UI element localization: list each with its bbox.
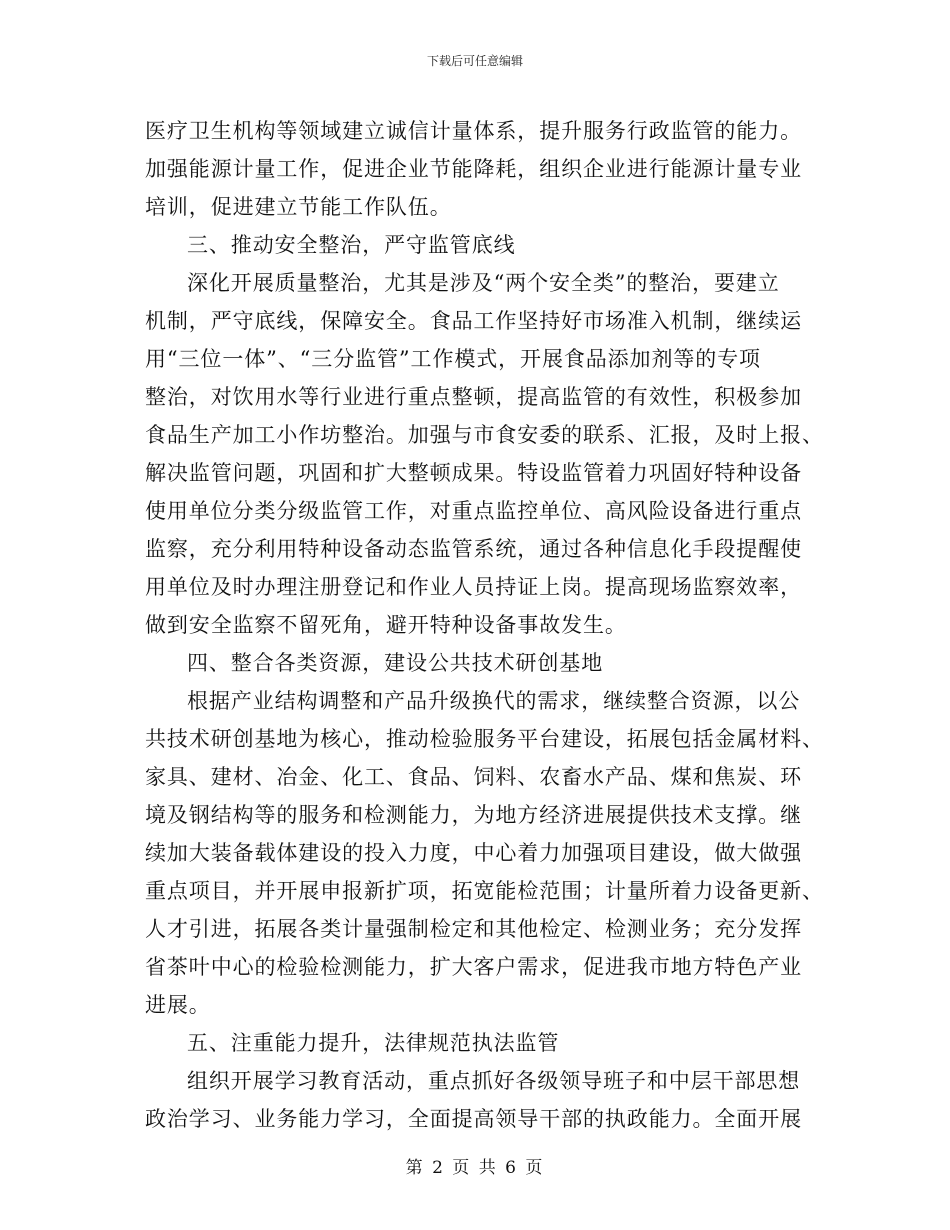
- text-line: 根据产业结构调整和产品升级换代的需求，继续整合资源，以公: [187, 689, 801, 713]
- text-line: 做到安全监察不留死角，避开特种设备事故发生。: [145, 613, 627, 637]
- text-line: 深化开展质量整治，尤其是涉及“两个安全类”的整治，要建立: [187, 271, 780, 295]
- section-heading: 五、注重能力提升，法律规范执法监管: [187, 1031, 560, 1055]
- text-line: 重点项目，并开展申报新扩项，拓宽能检范围；计量所着力设备更新、: [145, 879, 824, 903]
- text-line: 医疗卫生机构等领域建立诚信计量体系，提升服务行政监管的能力。: [145, 119, 802, 143]
- text-line: 使用单位分类分级监管工作，对重点监控单位、高风险设备进行重点: [145, 499, 802, 523]
- text-line: 境及钢结构等的服务和检测能力，为地方经济进展提供技术支撑。继: [145, 803, 802, 827]
- page-footer: 第 2 页 共 6 页: [405, 1158, 545, 1178]
- text-line: 整治，对饮用水等行业进行重点整顿，提高监管的有效性，积极参加: [145, 385, 802, 409]
- text-line: 共技术研创基地为核心，推动检验服务平台建设，拓展包括金属材料、: [145, 727, 824, 751]
- text-line: 培训，促进建立节能工作队伍。: [145, 195, 452, 219]
- text-line: 食品生产加工小作坊整治。加强与市食安委的联系、汇报，及时上报、: [145, 423, 824, 447]
- text-line: 用单位及时办理注册登记和作业人员持证上岗。提高现场监察效率，: [145, 575, 802, 599]
- text-line: 家具、建材、冶金、化工、食品、饲料、农畜水产品、煤和焦炭、环: [145, 765, 802, 789]
- text-line: 加强能源计量工作，促进企业节能降耗，组织企业进行能源计量专业: [145, 157, 802, 181]
- section-heading: 三、推动安全整治，严守监管底线: [187, 233, 516, 257]
- section-heading: 四、整合各类资源，建设公共技术研创基地: [187, 651, 604, 675]
- page-header: 下载后可任意编辑: [426, 54, 523, 68]
- text-line: 人才引进，拓展各类计量强制检定和其他检定、检测业务；充分发挥: [145, 917, 802, 941]
- text-line: 机制，严守底线，保障安全。食品工作坚持好市场准入机制，继续运: [145, 309, 802, 333]
- text-line: 省茶叶中心的检验检测能力，扩大客户需求，促进我市地方特色产业: [145, 955, 802, 979]
- document-body: [145, 112, 824, 1138]
- text-line: 政治学习、业务能力学习，全面提高领导干部的执政能力。全面开展: [145, 1107, 802, 1131]
- text-line: 进展。: [145, 993, 211, 1017]
- text-line: 组织开展学习教育活动，重点抓好各级领导班子和中层干部思想: [187, 1069, 801, 1093]
- text-line: 解决监管问题，巩固和扩大整顿成果。特设监管着力巩固好特种设备: [145, 461, 802, 485]
- text-line: 续加大装备载体建设的投入力度，中心着力加强项目建设，做大做强: [145, 841, 802, 865]
- text-line: 用“三位一体”、“三分监管”工作模式，开展食品添加剂等的专项: [145, 347, 761, 371]
- text-line: 监察，充分利用特种设备动态监管系统，通过各种信息化手段提醒使: [145, 537, 802, 561]
